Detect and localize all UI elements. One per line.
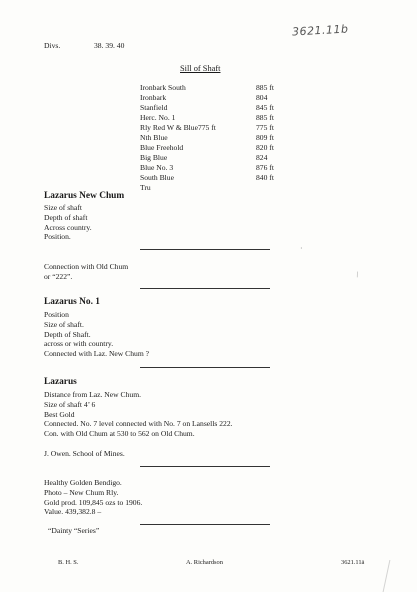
sill-row [140, 153, 290, 163]
page-edge-curl [383, 560, 417, 592]
text-line: Across country. [44, 222, 92, 232]
sill-row [140, 183, 290, 193]
stray-mark: \ [354, 269, 360, 280]
text-line: or “222”. [44, 271, 73, 281]
sill-row [140, 123, 290, 133]
shaft-name: South Blue [140, 173, 174, 182]
divs-numbers: 38. 39. 40 [94, 41, 125, 50]
shaft-depth: 885 ft [256, 113, 274, 122]
shaft-depth: 885 ft [256, 83, 274, 92]
lazarus-no1-lines [44, 310, 149, 359]
footer-center: A. Richardson [186, 559, 223, 566]
shaft-name: Ironbark [140, 93, 167, 102]
shaft-name: Nth Blue [140, 133, 168, 142]
divider-rule [140, 466, 270, 467]
text-line: Con. with Old Chum at 530 to 562 on Old Chum. [44, 429, 195, 439]
stray-mark: · [300, 244, 303, 253]
shaft-depth: 824 [256, 153, 268, 162]
shaft-name: Blue Freehold [140, 143, 184, 152]
shaft-depth: 820 ft [256, 143, 274, 152]
text-line: Depth of shaft [44, 212, 88, 222]
connection-lines [44, 262, 128, 282]
shaft-depth: 876 ft [256, 163, 274, 172]
text-line: Value. 439,382.8 – [44, 507, 102, 517]
shaft-name: Tru [140, 183, 151, 192]
text-line: Connected with Laz. New Chum ? [44, 349, 150, 359]
divider-rule [140, 367, 270, 368]
lazarus-no1-heading: Lazarus No. 1 [44, 297, 100, 307]
footer-right: 3621.11ā [341, 559, 365, 566]
shaft-name: Rly Red W & Blue775 ft [140, 123, 216, 132]
text-line: Photo – New Chum Rly. [44, 487, 119, 497]
text-line: Connected. No. 7 level connected with No. 7 on Lansells 222. [44, 419, 233, 429]
lazarus-new-chum-lines [44, 203, 92, 242]
text-line: Size of shaft. [44, 319, 84, 329]
text-line: Gold prod. 109,845 ozs to 1906. [44, 497, 143, 507]
sill-row [140, 163, 290, 173]
shaft-name: Blue No. 3 [140, 163, 174, 172]
sill-title: Sill of Shaft [180, 64, 221, 73]
divider-rule [140, 249, 270, 250]
dainty-series-line: “Dainty “Series” [48, 526, 100, 535]
lazarus-new-chum-heading: Lazarus New Chum [44, 191, 125, 201]
divs-label: Divs. [44, 41, 61, 50]
divider-rule [140, 288, 270, 289]
owen-line: J. Owen. School of Mines. [44, 449, 125, 458]
text-line: across or with country. [44, 339, 114, 349]
text-line: Depth of Shaft. [44, 329, 91, 339]
shaft-name: Big Blue [140, 153, 168, 162]
shaft-depth: 804 [256, 93, 268, 102]
text-line: Connection with Old Chum [44, 262, 129, 271]
text-line: Healthy Golden Bendigo. [44, 478, 122, 487]
sill-row [140, 93, 290, 103]
sill-row [140, 173, 290, 183]
shaft-name: Ironbark South [140, 83, 186, 92]
text-line: Best Gold [44, 409, 75, 419]
sill-row [140, 143, 290, 153]
shaft-name: Herc. No. 1 [140, 113, 176, 122]
text-line: Size of shaft [44, 203, 82, 212]
text-line: Position [44, 310, 69, 319]
shaft-depth: 840 ft [256, 173, 274, 182]
handwritten-reference: 3621.11b [291, 22, 349, 39]
text-line: Size of shaft 4’ 6 [44, 399, 96, 409]
shaft-depth: 809 ft [256, 133, 274, 142]
shaft-name: Stanfield [140, 103, 168, 112]
sill-row [140, 133, 290, 143]
text-line: Distance from Laz. New Chum. [44, 390, 142, 399]
sill-row [140, 83, 290, 93]
bendigo-lines [44, 478, 142, 517]
lazarus-heading: Lazarus [44, 377, 77, 387]
shaft-depth: 775 ft [256, 123, 274, 132]
lazarus-lines [44, 390, 233, 439]
sill-row [140, 113, 290, 123]
sill-row [140, 103, 290, 113]
shaft-depth: 845 ft [256, 103, 274, 112]
divider-rule [140, 524, 270, 525]
footer-left: B. H. S. [58, 559, 79, 566]
text-line: Position. [44, 232, 71, 242]
